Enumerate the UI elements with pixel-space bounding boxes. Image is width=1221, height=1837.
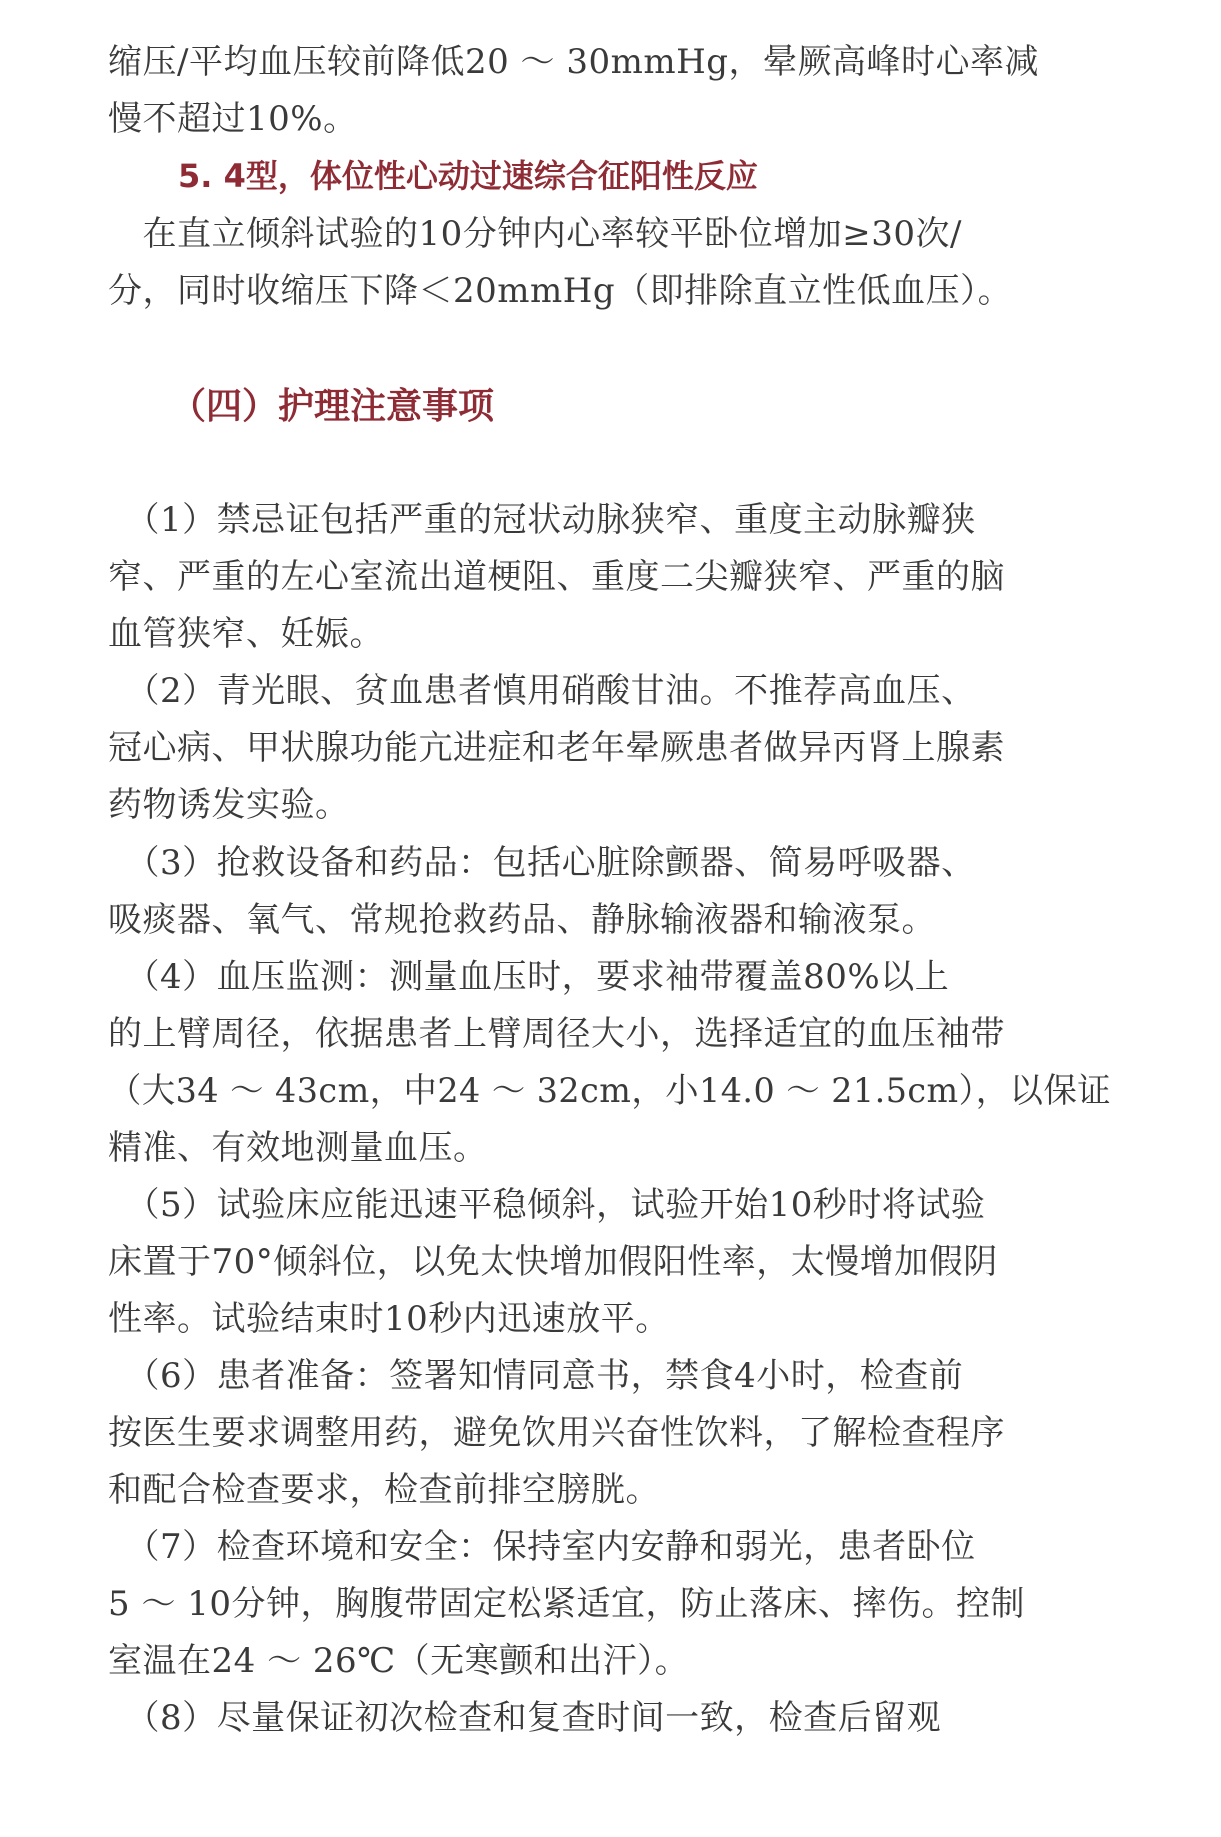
list-item-line: 性率。试验结束时10秒内迅速放平。 — [108, 1299, 670, 1339]
list-item-line: （大34 ～ 43cm，中24 ～ 32cm，小14.0 ～ 21.5cm），以保证 — [108, 1071, 1112, 1111]
list-item-line: （3）抢救设备和药品：包括心脏除颤器、简易呼吸器、 — [108, 843, 976, 883]
list-item-line: 药物诱发实验。 — [108, 785, 350, 825]
body-line: 在直立倾斜试验的10分钟内心率较平卧位增加≥30次/ — [108, 214, 962, 254]
list-item-line: （4）血压监测：测量血压时，要求袖带覆盖80%以上 — [108, 957, 950, 997]
list-item-line: 吸痰器、氧气、常规抢救药品、静脉输液器和输液泵。 — [108, 900, 936, 940]
body-line: 分，同时收缩压下降＜20mmHg（即排除直立性低血压）。 — [108, 271, 1013, 311]
body-line: 缩压/平均血压较前降低20 ～ 30mmHg，晕厥高峰时心率减 — [108, 42, 1039, 82]
subsection-heading-type4: 5. 4型，体位性心动过速综合征阳性反应 — [178, 157, 758, 195]
list-item-line: （6）患者准备：签署知情同意书，禁食4小时，检查前 — [108, 1356, 964, 1396]
list-item-line: 5 ～ 10分钟，胸腹带固定松紧适宜，防止落床、摔伤。控制 — [108, 1584, 1026, 1624]
list-item-line: （1）禁忌证包括严重的冠状动脉狭窄、重度主动脉瓣狭 — [108, 500, 976, 540]
list-item-line: 室温在24 ～ 26℃（无寒颤和出汗）。 — [108, 1641, 690, 1681]
list-item-line: 和配合检查要求，检查前排空膀胱。 — [108, 1470, 660, 1510]
section-heading: （四）护理注意事项 — [170, 386, 495, 427]
list-item-line: 窄、严重的左心室流出道梗阻、重度二尖瓣狭窄、严重的脑 — [108, 557, 1005, 597]
body-line: 慢不超过10%。 — [108, 99, 358, 139]
list-item-line: 按医生要求调整用药，避免饮用兴奋性饮料，了解检查程序 — [108, 1413, 1005, 1453]
list-item-line: 血管狭窄、妊娠。 — [108, 614, 384, 654]
list-item-line: （5）试验床应能迅速平稳倾斜，试验开始10秒时将试验 — [108, 1185, 986, 1225]
list-item-line: 床置于70°倾斜位，以免太快增加假阳性率，太慢增加假阴 — [108, 1242, 998, 1282]
list-item-line: 精准、有效地测量血压。 — [108, 1128, 488, 1168]
list-item-line: （7）检查环境和安全：保持室内安静和弱光，患者卧位 — [108, 1527, 976, 1567]
list-item-line: （8）尽量保证初次检查和复查时间一致，检查后留观 — [108, 1698, 942, 1738]
list-item-line: 的上臂周径，依据患者上臂周径大小，选择适宜的血压袖带 — [108, 1014, 1005, 1054]
list-item-line: （2）青光眼、贫血患者慎用硝酸甘油。不推荐高血压、 — [108, 671, 976, 711]
list-item-line: 冠心病、甲状腺功能亢进症和老年晕厥患者做异丙肾上腺素 — [108, 728, 1005, 768]
